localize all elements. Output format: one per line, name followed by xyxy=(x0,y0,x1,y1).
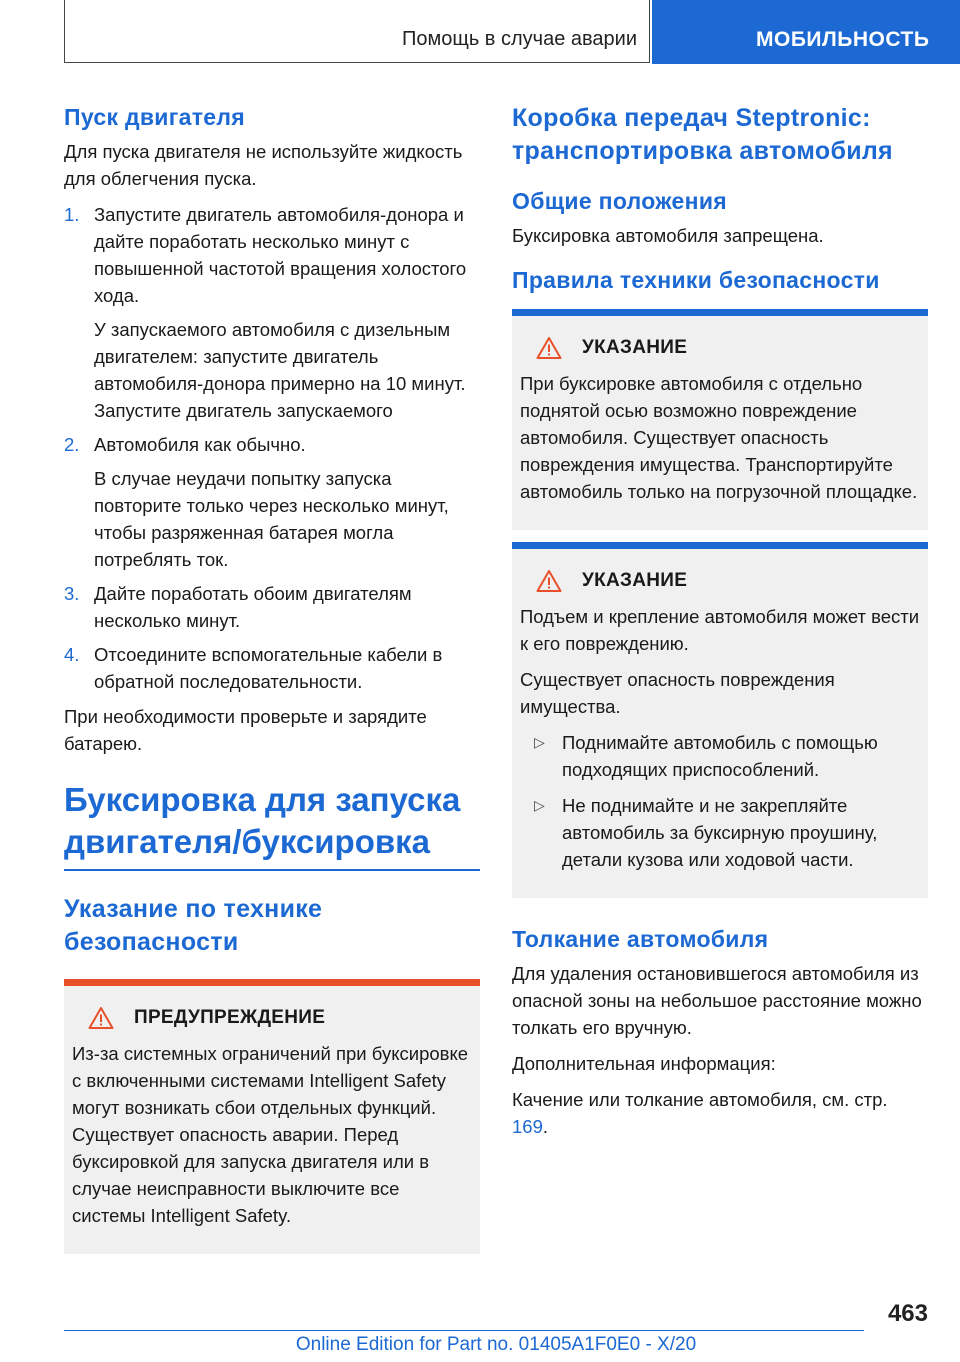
notice-text: Существует опасность повреждения имущества. xyxy=(520,669,835,717)
edition-note: Online Edition for Part no. 01405A1F0E0 - X/20 xyxy=(295,1334,697,1355)
bullet-item xyxy=(520,792,920,873)
notice-label: УКАЗАНИЕ xyxy=(582,337,688,358)
warning-box xyxy=(64,979,480,1254)
notice-box-2 xyxy=(512,542,928,898)
safety-heading: Указание по технике безопасности xyxy=(64,895,323,956)
step-item xyxy=(64,580,480,634)
heading-divider xyxy=(64,869,480,871)
steptronic-heading: Коробка передач Steptronic: транспортировка автомобиля xyxy=(512,104,893,165)
step-item xyxy=(64,201,480,424)
page-reference-link[interactable]: 169 xyxy=(512,1116,543,1137)
warning-triangle-icon xyxy=(88,1006,114,1030)
push-heading: Толкание автомобиля xyxy=(512,926,769,952)
chapter-tab xyxy=(652,0,960,64)
step-text: Запустите двигатель автомобиля-донора и дайте поработать несколько минут с повышенной частотой вращения холостого хода. xyxy=(94,204,467,306)
warning-header xyxy=(88,1006,472,1030)
start-engine-outro: При необходимости проверьте и зарядите батарею. xyxy=(64,706,427,754)
rules-heading: Правила техники безопасности xyxy=(512,267,880,293)
triangle-bullet-icon: ▷ xyxy=(534,797,545,813)
section-tab xyxy=(64,0,650,63)
bullet-text: Поднимайте автомобиль с помощью подходящих приспособлений. xyxy=(562,732,878,780)
step-text: Дайте поработать обоим двигателям несколько минут. xyxy=(94,583,412,631)
step-number: 3. xyxy=(64,583,80,604)
warning-label: ПРЕДУПРЕЖДЕНИЕ xyxy=(134,1007,326,1028)
notice-label: УКАЗАНИЕ xyxy=(582,570,688,591)
reference-text: Качение или толкание автомобиля, см. стр. xyxy=(512,1089,888,1110)
towing-heading: Буксировка для запуска двигателя/буксировка xyxy=(64,781,461,860)
step-text: В случае неудачи попытку запуска повторите только через несколько минут, чтобы разряженная батарея могла потреблять ток. xyxy=(94,468,449,570)
step-text: У запускаемого автомобиля с дизельным двигателем: запустите двигатель автомобиля-донора примерно на 10 минут. Запустите двигатель запускаемого xyxy=(94,319,466,421)
notice-bullets xyxy=(520,729,920,873)
start-engine-heading: Пуск двигателя xyxy=(64,104,245,130)
page-header xyxy=(64,0,960,64)
page-number: 463 xyxy=(887,1300,928,1327)
step-number: 4. xyxy=(64,644,80,665)
left-column xyxy=(64,102,480,1254)
step-item xyxy=(64,641,480,695)
step-item xyxy=(64,431,480,573)
push-text: Для удаления остановившегося автомобиля из опасной зоны на небольшое расстояние можно толкать его вручную. xyxy=(512,963,922,1038)
warning-triangle-icon xyxy=(536,336,562,360)
push-reference xyxy=(512,1086,928,1140)
notice-header xyxy=(536,336,920,360)
step-number: 1. xyxy=(64,204,80,225)
section-title: Помощь в случае аварии xyxy=(402,28,637,50)
warning-triangle-icon xyxy=(536,569,562,593)
notice-box-1 xyxy=(512,309,928,530)
notice-text: Подъем и крепление автомобиля может вести к его повреждению. xyxy=(520,606,920,654)
bullet-item xyxy=(520,729,920,783)
general-heading: Общие положения xyxy=(512,188,727,214)
notice-text: При буксировке автомобиля с отдельно поднятой осью возможно повреждение автомобиля. Существует опасность повреждения имущества. Транспортируйте автомобиль только на погрузочной площадке. xyxy=(520,373,918,502)
notice-header xyxy=(536,569,920,593)
warning-text: Из-за системных ограничений при буксировке с включенными системами Intelligent Safety могут возникать сбои отдельных функций. Существует опасность аварии. Перед буксировкой для запуска двигателя или в случае неисправности выключите все системы Intelligent Safety. xyxy=(72,1043,469,1226)
start-engine-intro: Для пуска двигателя не используйте жидкость для облегчения пуска. xyxy=(64,141,463,189)
reference-end: . xyxy=(542,1116,549,1137)
step-text: Отсоедините вспомогательные кабели в обратной последовательности. xyxy=(94,644,443,692)
start-steps xyxy=(64,201,480,695)
chapter-title: МОБИЛЬНОСТЬ xyxy=(756,28,930,51)
step-number: 2. xyxy=(64,434,80,455)
general-text: Буксировка автомобиля запрещена. xyxy=(512,225,824,246)
footer-divider xyxy=(64,1330,864,1331)
right-column xyxy=(512,102,928,1149)
push-info: Дополнительная информация: xyxy=(512,1053,776,1074)
triangle-bullet-icon: ▷ xyxy=(534,734,545,750)
bullet-text: Не поднимайте и не закрепляйте автомобиль за буксирную проушину, детали кузова или ходовой части. xyxy=(562,795,878,870)
step-text: Автомобиля как обычно. xyxy=(94,434,306,455)
